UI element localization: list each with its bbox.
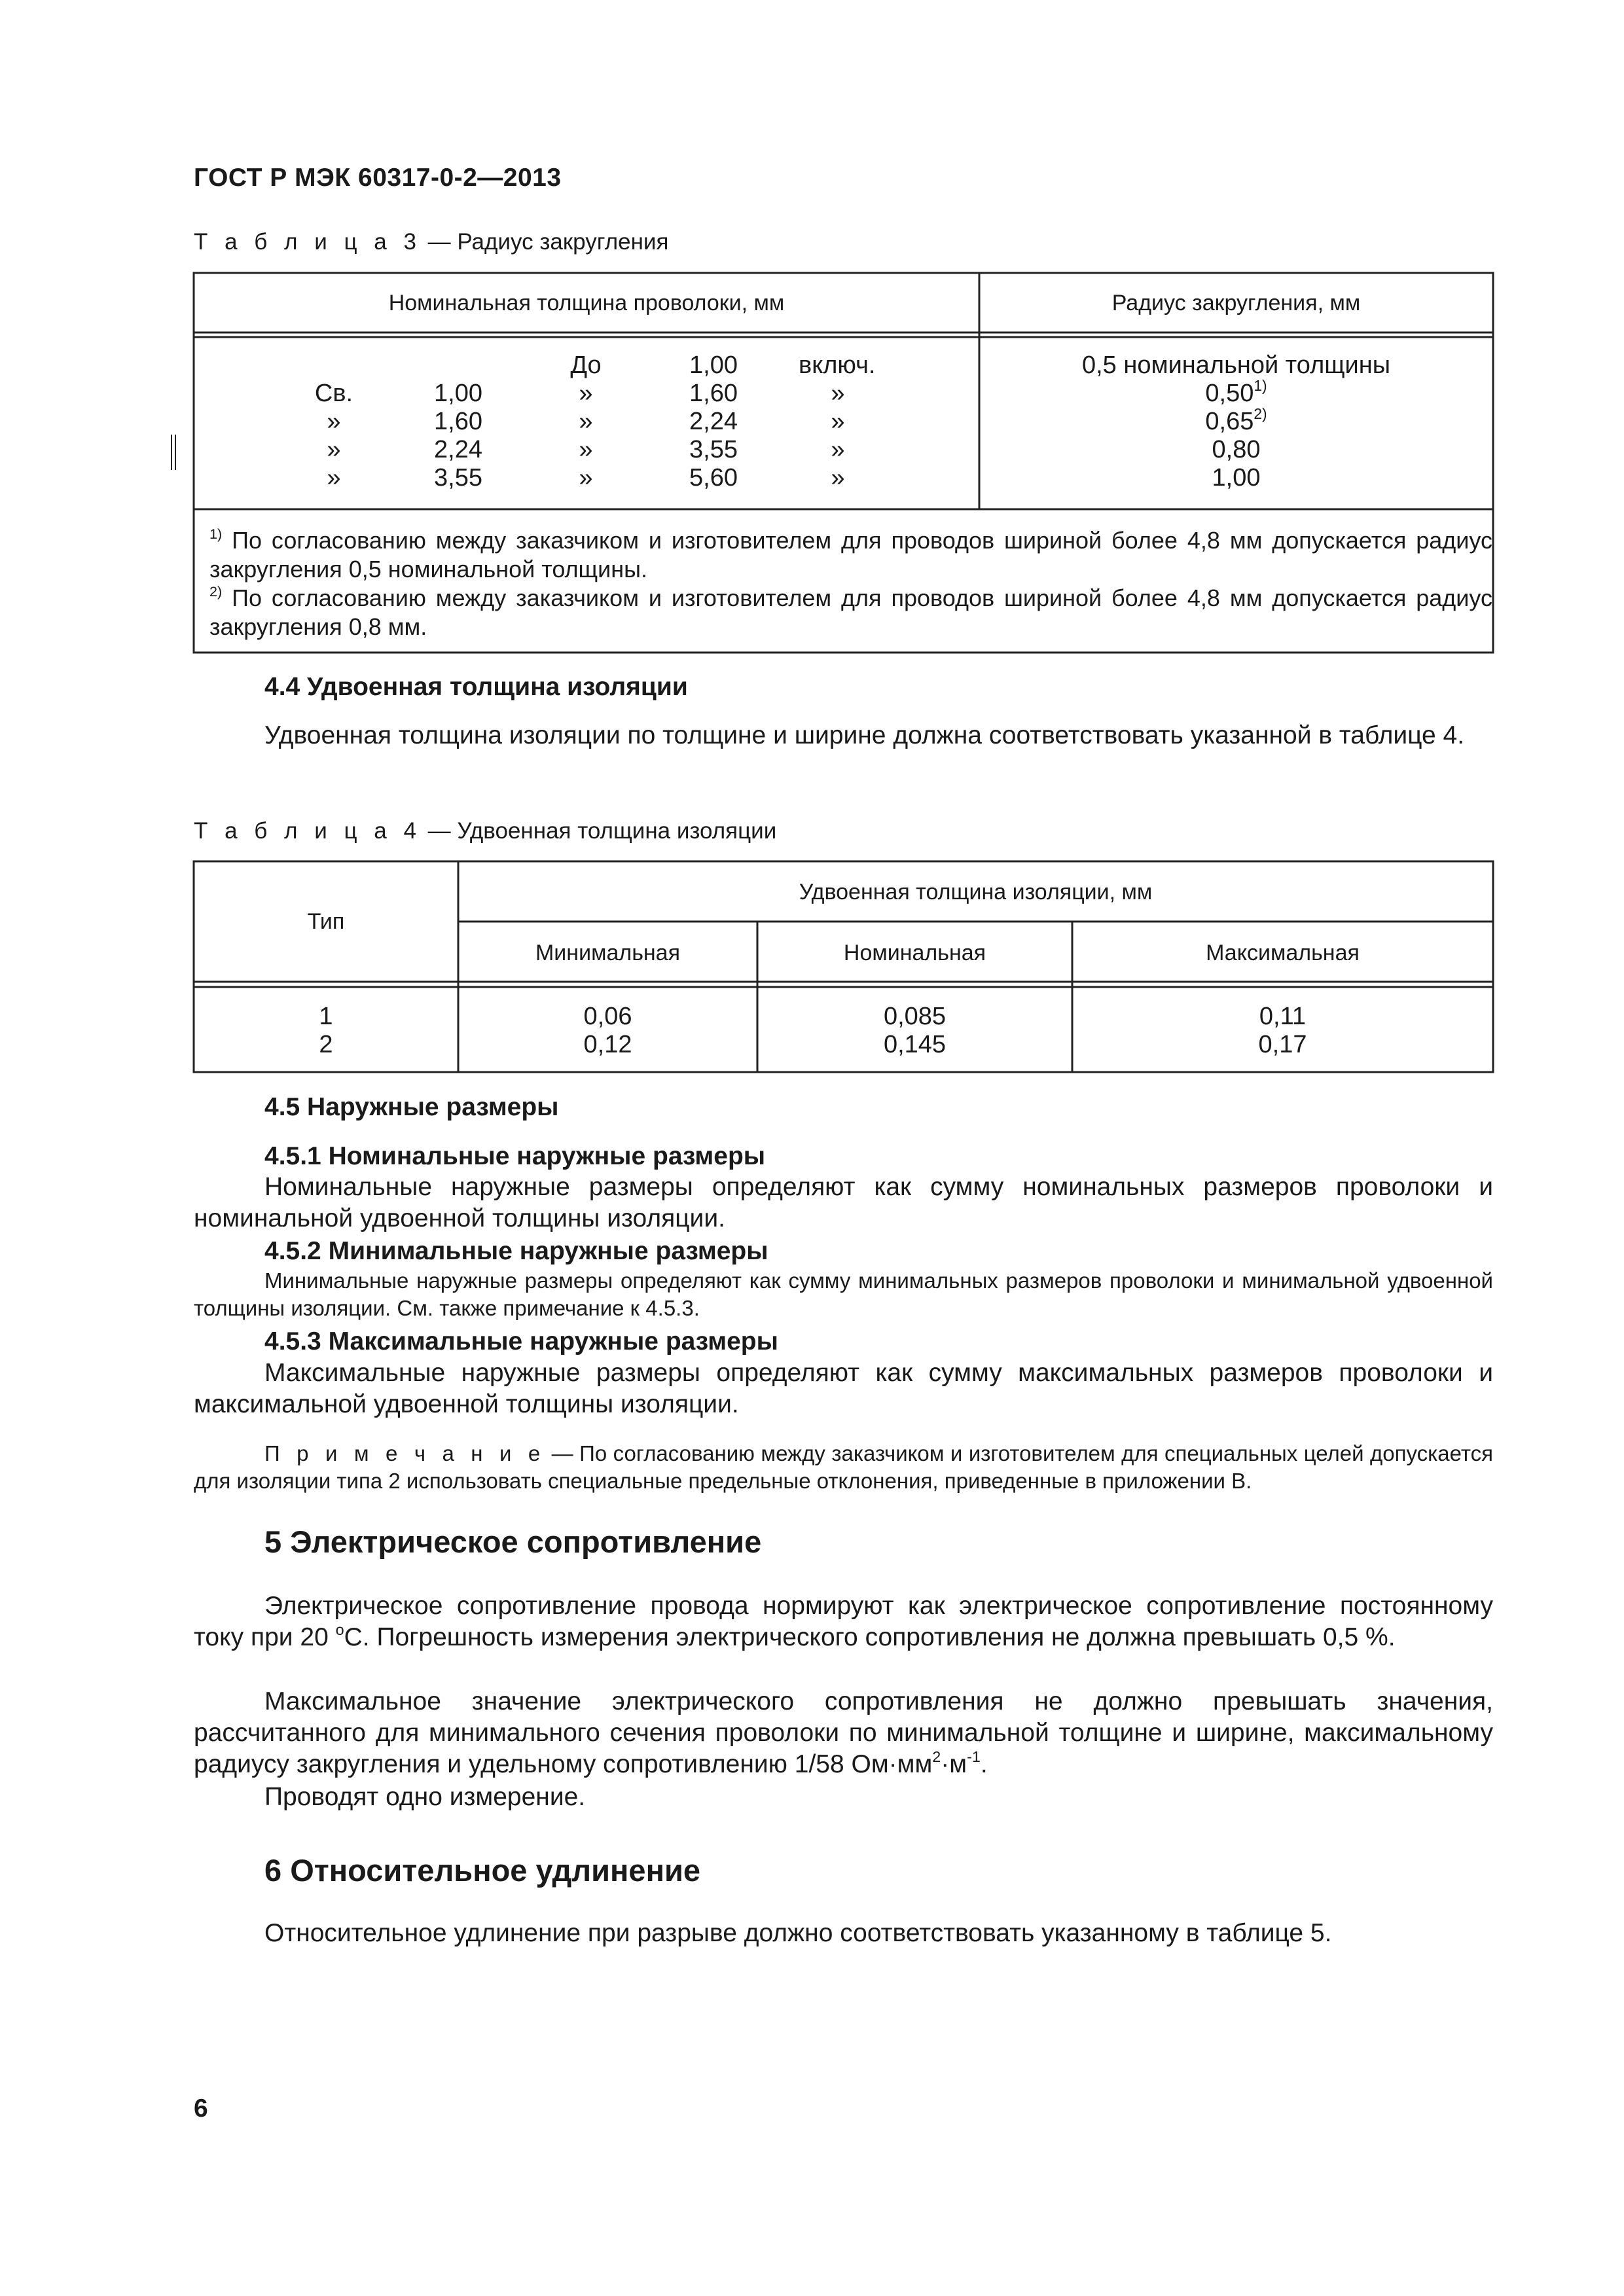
cell-nom: 0,145 [883, 1031, 947, 1058]
range-to: 2,24 [689, 408, 738, 435]
radius-value: 0,50 [1205, 380, 1254, 407]
exponent: -1 [967, 1748, 981, 1765]
table4-min-header: Минимальная [535, 941, 681, 965]
table3-caption-prefix: Т а б л и ц а 3 [194, 229, 422, 255]
range-mid: » [579, 408, 593, 435]
range-post: » [831, 464, 845, 492]
page-number: 6 [194, 2094, 208, 2123]
section-4-5-2-heading: 4.5.2 Минимальные наружные размеры [264, 1237, 768, 1265]
range-mid: » [579, 464, 593, 492]
table3-col1-header: Номинальная толщина проволоки, мм [388, 291, 785, 315]
section-5-para-2 [194, 1686, 1493, 1780]
range-to: 1,00 [689, 351, 738, 379]
table4-type-header: Тип [307, 909, 345, 934]
section-4-4-heading: 4.4 Удвоенная толщина изоляции [264, 673, 688, 701]
cell-min: 0,12 [583, 1031, 632, 1058]
degree-mark: o [335, 1621, 344, 1638]
section-6-text: Относительное удлинение при разрыве должно соответствовать указанному в таблице 5. [264, 1919, 1332, 1947]
footnote-text: По согласованию между заказчиком и изготовителем для проводов шириной более 4,8 мм допускается радиус закругления 0,5 номинальной толщины. [209, 527, 1492, 583]
range-pre: » [327, 436, 341, 463]
radius-value: 0,65 [1205, 408, 1254, 435]
footnote-mark: 1) [209, 526, 223, 542]
range-to: 3,55 [689, 436, 738, 463]
cell-nom: 0,085 [883, 1003, 947, 1030]
text-run: Электрическое сопротивление провода нормируют как электрическое сопротивление постоянному току при 20 [194, 1592, 1493, 1651]
table4-caption [194, 818, 776, 844]
footnote-mark: 2) [209, 583, 223, 600]
table3-caption-text: — Радиус закругления [421, 229, 669, 255]
footnote-ref: 1) [1254, 377, 1267, 395]
footnote-ref: 2) [1254, 405, 1267, 423]
standard-title: ГОСТ Р МЭК 60317-0-2—2013 [194, 164, 562, 192]
range-mid: » [579, 380, 593, 407]
range-from: 1,00 [434, 380, 482, 407]
text-run: Максимальное значение электрического сопротивления не должно превышать значения, рассчитанного для минимального сечения проволоки по минимальной толщине и ширине, максимальному радиусу закругления и удельному сопротивлению 1/58 Ом·мм [194, 1687, 1493, 1778]
radius-value-cell [979, 377, 1493, 408]
radius-value-cell [979, 405, 1493, 436]
table4-nom-header: Номинальная [843, 941, 986, 965]
table4-caption-prefix: Т а б л и ц а 4 [194, 818, 422, 844]
section-4-5-2-text: Минимальные наружные размеры определяют как сумму минимальных размеров проволоки и минимальной удвоенной толщины изоляции. См. также примечание к 4.5.3. [194, 1268, 1493, 1320]
table4-max-header: Максимальная [1206, 941, 1360, 965]
range-from: 1,60 [434, 408, 482, 435]
cell-min: 0,06 [583, 1003, 632, 1030]
table3-footnote-2 [209, 584, 1492, 641]
radius-value: 0,80 [1212, 436, 1261, 463]
cell-max: 0,17 [1258, 1031, 1307, 1058]
range-pre: » [327, 408, 341, 435]
section-4-5-3-heading: 4.5.3 Максимальные наружные размеры [264, 1327, 778, 1355]
text-run: C. Погрешность измерения электрического сопротивления не должна превышать 0,5 %. [344, 1623, 1396, 1651]
range-mid: До [570, 351, 602, 379]
text-run: ·м [941, 1750, 967, 1778]
range-post: » [831, 380, 845, 407]
cell-type: 2 [319, 1031, 333, 1058]
section-4-5-1-heading: 4.5.1 Номинальные наружные размеры [264, 1142, 766, 1170]
range-to: 5,60 [689, 464, 738, 492]
range-pre: » [327, 464, 341, 492]
footnote-text: По согласованию между заказчиком и изготовителем для проводов шириной более 4,8 мм допускается радиус закругления 0,8 мм. [209, 584, 1492, 640]
note-text: — По согласованию между заказчиком и изготовителем для специальных целей допускается для изоляции типа 2 использовать специальные предельные отклонения, приведенные в приложении В. [194, 1441, 1494, 1493]
section-4-4-text: Удвоенная толщина изоляции по толщине и ширине должна соответствовать указанной в таблице 4. [264, 721, 1465, 749]
section-4-5-3-text: Максимальные наружные размеры определяют как сумму максимальных размеров проволоки и максимальной удвоенной толщины изоляции. [194, 1359, 1493, 1418]
section-5-heading: 5 Электрическое сопротивление [264, 1524, 762, 1559]
section-4-5-note [194, 1440, 1493, 1495]
radius-value: 1,00 [1212, 464, 1261, 492]
section-4-5-1-text: Номинальные наружные размеры определяют как сумму номинальных размеров проволоки и номинальной удвоенной толщины изоляции. [194, 1173, 1493, 1232]
range-post: » [831, 408, 845, 435]
radius-value: 0,5 номинальной толщины [1081, 351, 1391, 379]
range-to: 1,60 [689, 380, 738, 407]
table4-caption-text: — Удвоенная толщина изоляции [421, 818, 777, 844]
section-6-heading: 6 Относительное удлинение [264, 1853, 700, 1888]
table4-group-header: Удвоенная толщина изоляции, мм [799, 880, 1153, 905]
range-from: 2,24 [434, 436, 482, 463]
range-pre: Св. [314, 380, 353, 407]
section-4-5-heading: 4.5 Наружные размеры [264, 1093, 559, 1121]
note-label: П р и м е ч а н и е [264, 1441, 546, 1465]
range-from: 3,55 [434, 464, 482, 492]
section-5-para-3: Проводят одно измерение. [264, 1783, 586, 1811]
table3-footnote-1 [209, 526, 1492, 584]
exponent: 2 [932, 1748, 941, 1765]
section-5-para-1 [194, 1590, 1493, 1653]
text-run: . [980, 1750, 988, 1778]
table3-col2-header: Радиус закругления, мм [1111, 291, 1361, 315]
cell-max: 0,11 [1259, 1003, 1307, 1030]
range-post: » [831, 436, 845, 463]
range-mid: » [579, 436, 593, 463]
range-post: включ. [799, 351, 876, 379]
cell-type: 1 [319, 1003, 333, 1030]
